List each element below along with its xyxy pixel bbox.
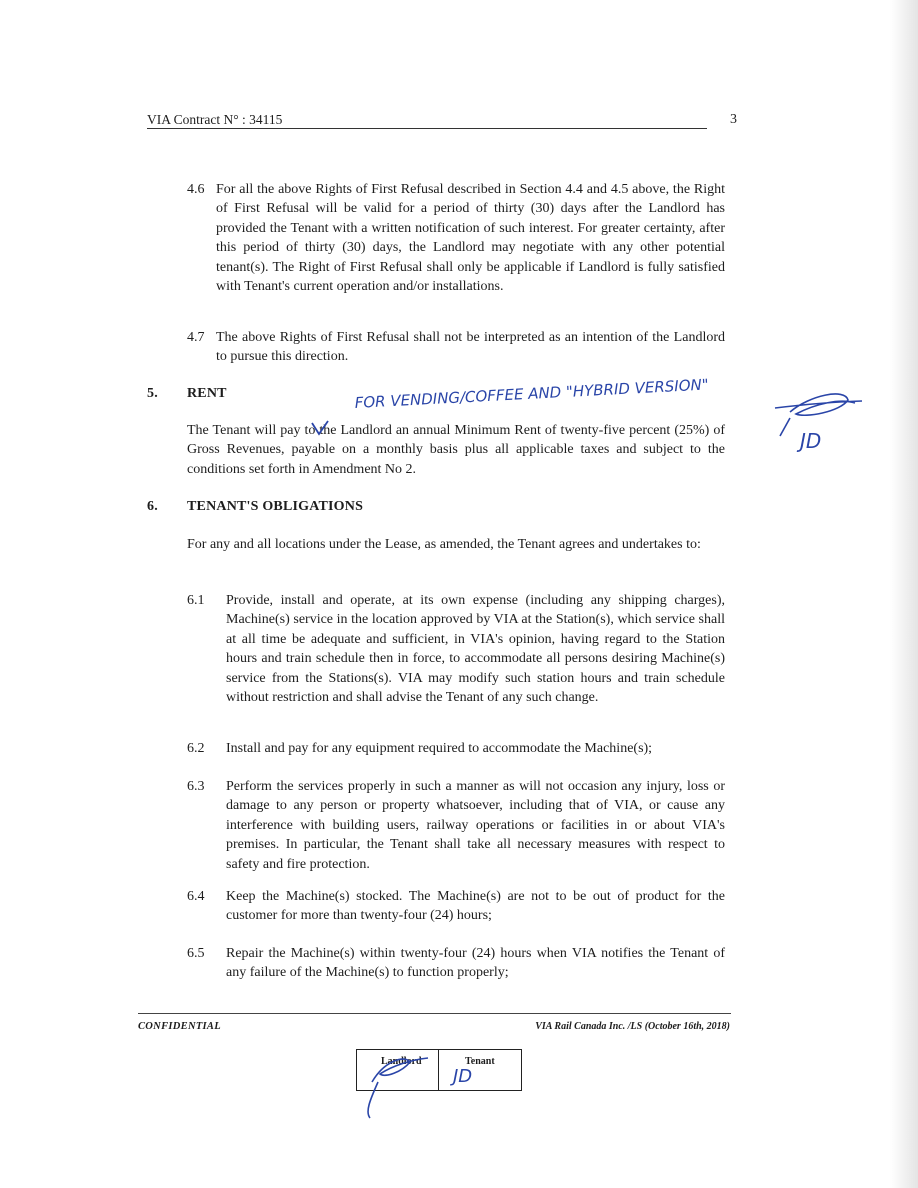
item-6-1-text: Provide, install and operate, at its own expense (including any shipping charges), Machine(s) service in the location approved by VIA at the Station(s), which service shall at all time be adequate and sufficient, in VIA's opinion, having regard to the Station hours and train schedule then in force, to accommodate all persons desiring Machine(s) service from the Stations(s). VIA may modify such station hours and train schedule without restriction and shall advise the Tenant of any such change.	[226, 593, 725, 706]
handwritten-insertion: FOR VENDING/COFFEE AND "HYBRID VERSION"	[354, 375, 710, 412]
tenant-label: Tenant	[465, 1056, 495, 1067]
item-6-1-number: 6.1	[187, 593, 205, 608]
item-6-2-text: Install and pay for any equipment required to accommodate the Machine(s);	[226, 741, 653, 756]
section-6-number: 6.	[147, 499, 158, 514]
header-rule	[147, 128, 707, 129]
section-6-title: TENANT'S OBLIGATIONS	[187, 499, 364, 514]
section-5-number: 5.	[147, 386, 158, 401]
clause-4-7-text: The above Rights of First Refusal shall not be interpreted as an intention of the Landlord to pursue this direction.	[216, 330, 725, 365]
section-6-intro: For any and all locations under the Lease, as amended, the Tenant agrees and undertakes to:	[187, 537, 701, 552]
section-5-title: RENT	[187, 386, 227, 401]
item-6-4-number: 6.4	[187, 889, 205, 904]
page-number: 3	[730, 112, 737, 127]
footer-rule	[138, 1013, 731, 1014]
page-edge-shadow	[890, 0, 918, 1188]
item-6-5-number: 6.5	[187, 946, 205, 961]
signature-tail	[780, 418, 790, 436]
section-5-text: The Tenant will pay to the Landlord an annual Minimum Rent of twenty-five percent (25%) of Gross Revenues, payable on a monthly basis plus all applicable taxes and subject to the conditions set forth in Amendment No 2.	[187, 423, 725, 477]
landlord-signature-mark	[775, 394, 862, 415]
clause-4-6-number: 4.6	[187, 182, 205, 197]
initial-box	[356, 1049, 522, 1091]
initial-box-divider	[438, 1050, 439, 1090]
landlord-label: Landlord	[381, 1056, 422, 1067]
handwritten-initials: JD	[800, 429, 822, 453]
item-6-3-number: 6.3	[187, 779, 205, 794]
contract-number: VIA Contract N° : 34115	[147, 112, 283, 127]
item-6-4-text: Keep the Machine(s) stocked. The Machine(s) are not to be out of product for the customer for more than twenty-four (24) hours;	[226, 889, 725, 924]
footer-confidential: CONFIDENTIAL	[138, 1021, 221, 1032]
page-header	[147, 110, 737, 130]
item-6-5-text: Repair the Machine(s) within twenty-four (24) hours when VIA notifies the Tenant of any failure of the Machine(s) to function properly;	[226, 946, 725, 981]
tenant-initials-mark: JD	[453, 1066, 473, 1087]
footer-company: VIA Rail Canada Inc. /LS (October 16th, 2018)	[535, 1021, 730, 1032]
clause-4-7-number: 4.7	[187, 330, 205, 345]
clause-4-6-text: For all the above Rights of First Refusal described in Section 4.4 and 4.5 above, the Right of First Refusal will be valid for a period of thirty (30) days after the Landlord has provided the Tenant with a written notification of such interest. For greater certainty, after this period of thirty (30) days, the Landlord may negotiate with any other potential tenant(s). The Right of First Refusal shall only be applicable if Landlord is fully satisfied with Tenant's current operation and/or installations.	[216, 182, 725, 295]
item-6-2-number: 6.2	[187, 741, 205, 756]
item-6-3-text: Perform the services properly in such a manner as will not occasion any injury, loss or damage to any person or property whatsoever, including that of VIA, or cause any interference with building users, railway operations or facilities in or about VIA's premises. In particular, the Tenant shall take all necessary measures with respect to safety and fire protection.	[226, 779, 725, 872]
